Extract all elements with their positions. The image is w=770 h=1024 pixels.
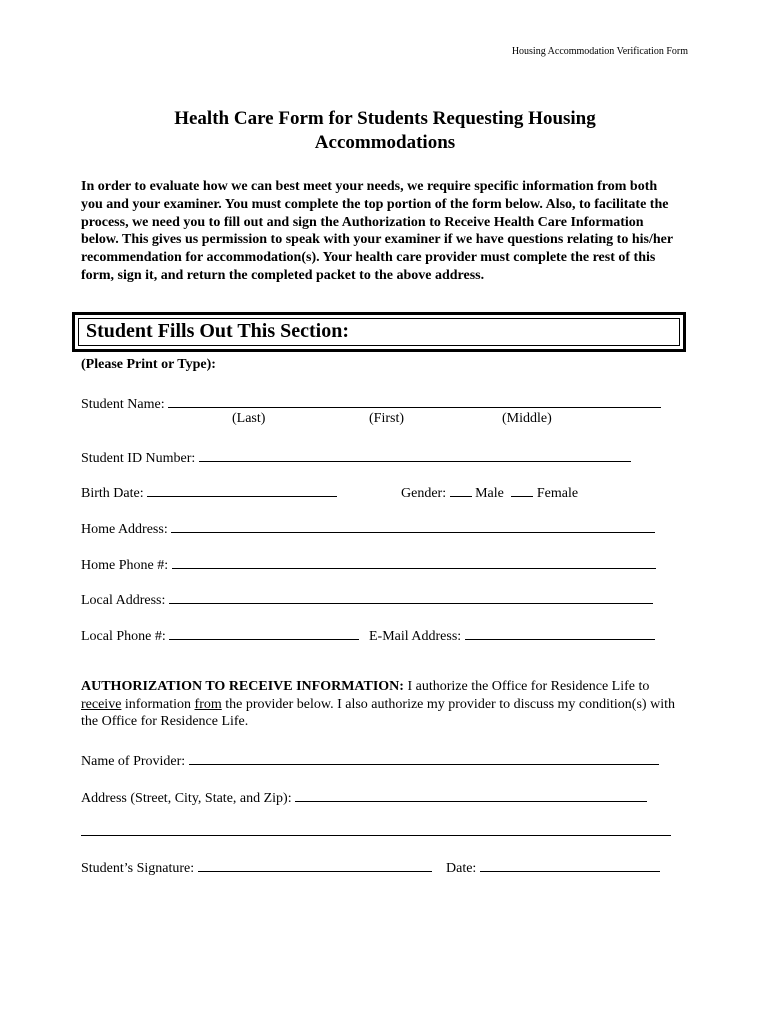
home-phone-row bbox=[81, 554, 656, 574]
signature-label: Student’s Signature: bbox=[81, 861, 195, 876]
authorization-text-a: I authorize the Office for Residence Life to bbox=[403, 679, 650, 694]
local-phone-label: Local Phone #: bbox=[81, 629, 166, 644]
authorization-receive: receive bbox=[81, 696, 122, 712]
home-address-label: Home Address: bbox=[81, 522, 168, 537]
birth-date-label: Birth Date: bbox=[81, 486, 144, 501]
signature-field[interactable] bbox=[198, 857, 432, 872]
home-address-field[interactable] bbox=[171, 518, 655, 533]
date-row bbox=[446, 857, 660, 877]
home-phone-label: Home Phone #: bbox=[81, 558, 169, 573]
print-instruction: (Please Print or Type): bbox=[81, 357, 216, 372]
form-header-name: Housing Accommodation Verification Form bbox=[511, 46, 688, 57]
authorization-text-c: the provider below. I also authorize my provider to discuss my condition(s) with the Office for Residence Life. bbox=[81, 696, 675, 730]
provider-address-row bbox=[81, 787, 647, 807]
local-address-row bbox=[81, 589, 653, 609]
provider-address-label: Address (Street, City, State, and Zip): bbox=[81, 791, 292, 806]
student-name-field[interactable] bbox=[168, 393, 661, 408]
gender-male-blank[interactable] bbox=[450, 482, 472, 497]
page-title-line1: Health Care Form for Students Requesting Housing bbox=[174, 108, 596, 129]
local-phone-field[interactable] bbox=[169, 625, 359, 640]
student-id-label: Student ID Number: bbox=[81, 451, 196, 466]
page-title-line2: Accommodations bbox=[314, 132, 456, 153]
middle-name-caption: (Middle) bbox=[502, 411, 552, 426]
gender-row bbox=[401, 482, 578, 502]
student-name-label: Student Name: bbox=[81, 397, 165, 412]
intro-paragraph: In order to evaluate how we can best meet your needs, we require specific information from both you and your examiner. You must complete the top portion of the form below. Also, to facilitate the process, we need you to fill out and sign the Authorization to Receive Health Care Information below. This gives us permission to speak with your examiner if we have questions relating to his/her recommendation for accommodation(s). Your health care provider must complete the rest of this form, sign it, and return the completed packet to the above address. bbox=[81, 179, 673, 283]
gender-female-blank[interactable] bbox=[511, 482, 533, 497]
provider-address-field[interactable] bbox=[295, 787, 647, 802]
date-field[interactable] bbox=[480, 857, 660, 872]
section-title: Student Fills Out This Section: bbox=[86, 320, 350, 342]
authorization-paragraph bbox=[81, 678, 691, 731]
gender-label: Gender: bbox=[401, 486, 447, 501]
signature-row bbox=[81, 857, 432, 877]
authorization-heading: AUTHORIZATION TO RECEIVE INFORMATION: bbox=[81, 679, 404, 694]
first-name-caption: (First) bbox=[369, 411, 404, 426]
home-phone-field[interactable] bbox=[172, 554, 656, 569]
provider-name-field[interactable] bbox=[189, 750, 659, 765]
student-id-row bbox=[81, 447, 631, 467]
provider-address-line-2[interactable] bbox=[81, 834, 671, 836]
local-phone-row bbox=[81, 625, 359, 645]
gender-male-label: Male bbox=[475, 486, 504, 501]
local-address-field[interactable] bbox=[169, 589, 653, 604]
authorization-text-b: information bbox=[121, 696, 195, 712]
local-address-label: Local Address: bbox=[81, 593, 166, 608]
gender-female-label: Female bbox=[536, 486, 579, 501]
provider-name-row bbox=[81, 750, 659, 770]
birth-date-row bbox=[81, 482, 337, 502]
authorization-from: from bbox=[194, 696, 222, 712]
email-label: E-Mail Address: bbox=[369, 629, 462, 644]
home-address-row bbox=[81, 518, 655, 538]
provider-name-label: Name of Provider: bbox=[81, 754, 186, 769]
student-name-row bbox=[81, 393, 661, 413]
last-name-caption: (Last) bbox=[232, 411, 266, 426]
email-field[interactable] bbox=[465, 625, 655, 640]
email-row bbox=[369, 625, 655, 645]
student-id-field[interactable] bbox=[199, 447, 631, 462]
birth-date-field[interactable] bbox=[147, 482, 337, 497]
date-label: Date: bbox=[446, 861, 477, 876]
